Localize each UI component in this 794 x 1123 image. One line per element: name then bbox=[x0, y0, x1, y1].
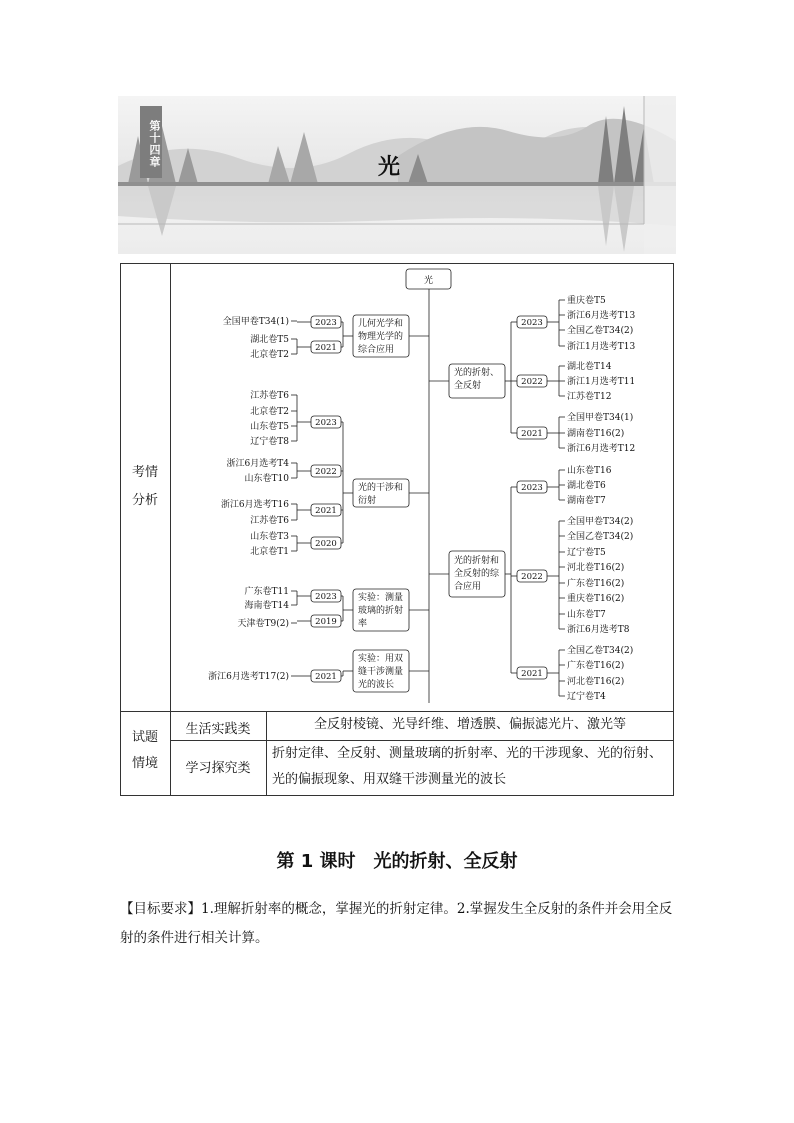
item-right-0-0-0: 重庆卷T5 bbox=[567, 296, 606, 306]
chapter-title: 光 bbox=[378, 155, 401, 180]
topic-left-0: 儿何光学和物理光学的综合应用 bbox=[358, 319, 404, 355]
item-left-1-2-0: 浙江6月选考T16 bbox=[220, 500, 289, 510]
item-left-1-3-1: 北京卷T1 bbox=[250, 547, 289, 557]
year-left-0-0: 2023 bbox=[315, 318, 337, 328]
item-left-1-1-1: 山东卷T10 bbox=[244, 474, 289, 484]
item-left-2-0-1: 海南卷T14 bbox=[244, 601, 289, 611]
year-left-2-0: 2023 bbox=[315, 592, 337, 602]
item-right-0-1-2: 江苏卷T12 bbox=[567, 392, 612, 402]
item-right-1-1-3: 河北卷T16(2) bbox=[567, 563, 625, 573]
mind-map bbox=[171, 263, 673, 708]
context-content-life: 全反射棱镜、光导纤维、增透膜、偏振滤光片、激光等 bbox=[313, 717, 626, 732]
year-left-1-2: 2021 bbox=[315, 506, 337, 516]
year-right-0-2: 2021 bbox=[521, 429, 543, 439]
item-right-1-0-1: 湖北卷T6 bbox=[567, 481, 606, 491]
topic-left-3: 实验：用双缝干涉测量光的波长 bbox=[358, 654, 404, 690]
item-right-1-1-1: 全国乙卷T34(2) bbox=[567, 532, 634, 542]
item-right-1-2-2: 河北卷T16(2) bbox=[567, 677, 625, 687]
item-right-1-2-1: 广东卷T16(2) bbox=[567, 661, 625, 671]
objective-paragraph bbox=[120, 895, 676, 953]
item-left-2-0-0: 广东卷T11 bbox=[244, 587, 289, 597]
item-right-0-2-1: 湖南卷T16(2) bbox=[567, 429, 625, 439]
topic-left-1: 光的干涉和衍射 bbox=[358, 483, 404, 506]
analysis-row-label: 考情 分析 bbox=[131, 465, 158, 508]
item-left-0-0-0: 全国甲卷T34(1) bbox=[222, 317, 289, 327]
item-right-1-2-0: 全国乙卷T34(2) bbox=[567, 646, 634, 656]
item-right-0-2-0: 全国甲卷T34(1) bbox=[567, 413, 634, 423]
context-category-life: 生活实践类 bbox=[185, 722, 251, 737]
item-right-1-2-3: 辽宁卷T4 bbox=[567, 692, 606, 702]
topic-left-2: 实验：测量玻璃的折射率 bbox=[358, 593, 404, 629]
year-left-3-0: 2021 bbox=[315, 672, 337, 682]
item-right-1-0-2: 湖南卷T7 bbox=[567, 496, 606, 506]
item-left-1-2-1: 江苏卷T6 bbox=[250, 516, 289, 526]
year-left-1-3: 2020 bbox=[315, 539, 337, 549]
objective-tag: 【目标要求】 bbox=[120, 901, 201, 917]
item-right-0-0-2: 全国乙卷T34(2) bbox=[567, 326, 634, 336]
item-right-1-1-5: 重庆卷T16(2) bbox=[567, 594, 625, 604]
item-right-0-0-3: 浙江1月选考T13 bbox=[567, 342, 636, 352]
year-left-0-1: 2021 bbox=[315, 343, 337, 353]
item-left-1-0-1: 北京卷T2 bbox=[250, 407, 289, 417]
year-right-1-2: 2021 bbox=[521, 669, 543, 679]
analysis-table bbox=[120, 263, 674, 796]
context-category-study: 学习探究类 bbox=[185, 761, 251, 776]
item-left-0-1-1: 北京卷T2 bbox=[250, 350, 289, 360]
year-left-1-0: 2023 bbox=[315, 418, 337, 428]
item-right-0-1-1: 浙江1月选考T11 bbox=[567, 377, 636, 387]
topic-right-0: 光的折射、全反射 bbox=[454, 368, 500, 391]
item-right-1-1-4: 广东卷T16(2) bbox=[567, 579, 625, 589]
item-right-1-1-0: 全国甲卷T34(2) bbox=[567, 517, 634, 527]
item-right-1-1-2: 辽宁卷T5 bbox=[567, 548, 606, 558]
item-right-0-2-2: 浙江6月选考T12 bbox=[567, 444, 636, 454]
item-left-2-1-0: 天津卷T9(2) bbox=[237, 619, 289, 629]
year-left-1-1: 2022 bbox=[315, 467, 337, 477]
year-right-1-0: 2023 bbox=[521, 483, 543, 493]
item-left-1-0-2: 山东卷T5 bbox=[250, 422, 289, 432]
topic-right-1: 光的折射和全反射的综合应用 bbox=[454, 556, 500, 592]
year-right-0-1: 2022 bbox=[521, 377, 543, 387]
item-right-1-1-7: 浙江6月选考T8 bbox=[567, 625, 630, 635]
year-right-0-0: 2023 bbox=[521, 318, 543, 328]
chapter-tab: 第十四章 bbox=[140, 106, 162, 178]
context-row-label: 试题 情境 bbox=[131, 730, 158, 771]
item-left-1-1-0: 浙江6月选考T4 bbox=[226, 459, 289, 469]
item-right-0-0-1: 浙江6月选考T13 bbox=[567, 311, 636, 321]
item-left-0-1-0: 湖北卷T5 bbox=[250, 335, 289, 345]
year-right-1-1: 2022 bbox=[521, 572, 543, 582]
objective-text: 1.理解折射率的概念，掌握光的折射定律。2.掌握发生全反射的条件并会用全反射的条件进行相关计算。 bbox=[120, 901, 673, 946]
item-right-0-1-0: 湖北卷T14 bbox=[567, 362, 612, 372]
item-left-1-0-0: 江苏卷T6 bbox=[250, 391, 289, 401]
item-left-1-3-0: 山东卷T3 bbox=[250, 532, 289, 542]
lesson-title: 第 1 课时 光的折射、全反射 bbox=[276, 851, 518, 872]
item-right-1-0-0: 山东卷T16 bbox=[567, 466, 612, 476]
year-left-2-1: 2019 bbox=[315, 617, 337, 627]
item-left-3-0-0: 浙江6月选考T17(2) bbox=[208, 672, 289, 682]
item-right-1-1-6: 山东卷T7 bbox=[567, 610, 606, 620]
context-content-study: 折射定律、全反射、测量玻璃的折射率、光的干涉现象、光的衍射、光的偏振现象、用双缝干涉测量光的波长 bbox=[272, 746, 663, 787]
item-left-1-0-3: 辽宁卷T8 bbox=[250, 437, 289, 447]
root-label: 光 bbox=[423, 276, 434, 286]
